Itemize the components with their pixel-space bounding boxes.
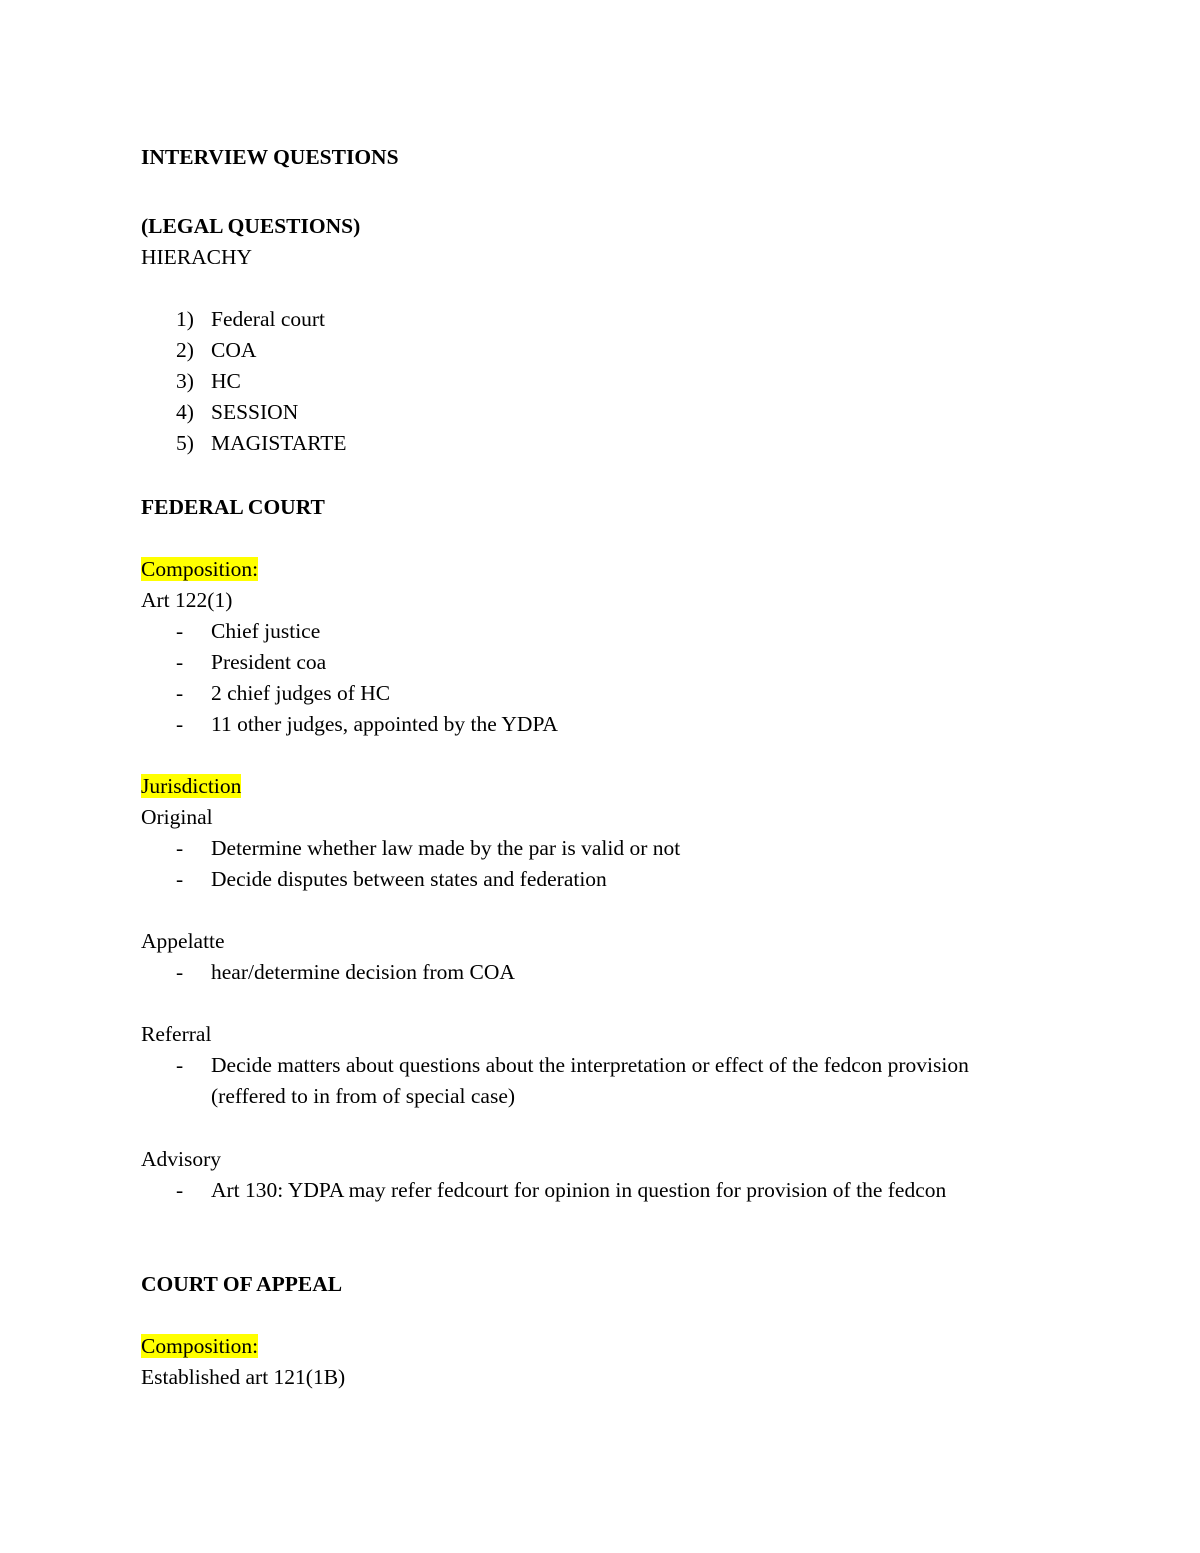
jurisdiction-label — [141, 773, 241, 799]
bullet-dash: - — [176, 619, 184, 643]
bullet-dash: - — [176, 712, 184, 736]
coa-established: Established art 121(1B) — [141, 1365, 346, 1389]
original-label: Original — [141, 805, 213, 829]
article-reference: Art 122(1) — [141, 588, 233, 612]
list-item: 11 other judges, appointed by the YDPA — [211, 712, 558, 736]
bullet-dash: - — [176, 1053, 184, 1077]
list-item: HC — [211, 369, 241, 393]
highlight: Composition: — [141, 1334, 259, 1358]
list-item: Decide matters about questions about the interpretation or effect of the fedcon provision — [211, 1053, 969, 1077]
bullet-dash: - — [176, 836, 184, 860]
bullet-dash: - — [176, 1178, 184, 1202]
coa-composition-label — [141, 1333, 258, 1359]
list-item: 2 chief judges of HC — [211, 681, 391, 705]
list-item: SESSION — [211, 400, 299, 424]
bullet-dash: - — [176, 960, 184, 984]
list-item: President coa — [211, 650, 327, 674]
list-item-continuation: (reffered to in from of special case) — [211, 1084, 516, 1108]
list-number: 2) — [176, 338, 194, 362]
bullet-dash: - — [176, 867, 184, 891]
hierarchy-heading: HIERACHY — [141, 245, 253, 269]
highlight: Jurisdiction — [141, 774, 242, 798]
list-item: MAGISTARTE — [211, 431, 347, 455]
document-title: INTERVIEW QUESTIONS — [141, 145, 399, 169]
list-item: Chief justice — [211, 619, 321, 643]
composition-label — [141, 556, 258, 582]
list-item: hear/determine decision from COA — [211, 960, 515, 984]
list-item: Federal court — [211, 307, 326, 331]
list-number: 1) — [176, 307, 194, 331]
referral-label: Referral — [141, 1022, 212, 1046]
highlight: Composition: — [141, 557, 259, 581]
federal-court-heading: FEDERAL COURT — [141, 495, 325, 519]
list-number: 3) — [176, 369, 194, 393]
list-item: Determine whether law made by the par is valid or not — [211, 836, 681, 860]
list-item: COA — [211, 338, 257, 362]
list-item: Decide disputes between states and federation — [211, 867, 607, 891]
court-of-appeal-heading: COURT OF APPEAL — [141, 1272, 343, 1296]
appellate-label: Appelatte — [141, 929, 225, 953]
list-item: Art 130: YDPA may refer fedcourt for opinion in question for provision of the fedcon — [211, 1178, 947, 1202]
list-number: 4) — [176, 400, 194, 424]
list-number: 5) — [176, 431, 194, 455]
bullet-dash: - — [176, 681, 184, 705]
advisory-label: Advisory — [141, 1147, 222, 1171]
subtitle: (LEGAL QUESTIONS) — [141, 214, 361, 238]
bullet-dash: - — [176, 650, 184, 674]
